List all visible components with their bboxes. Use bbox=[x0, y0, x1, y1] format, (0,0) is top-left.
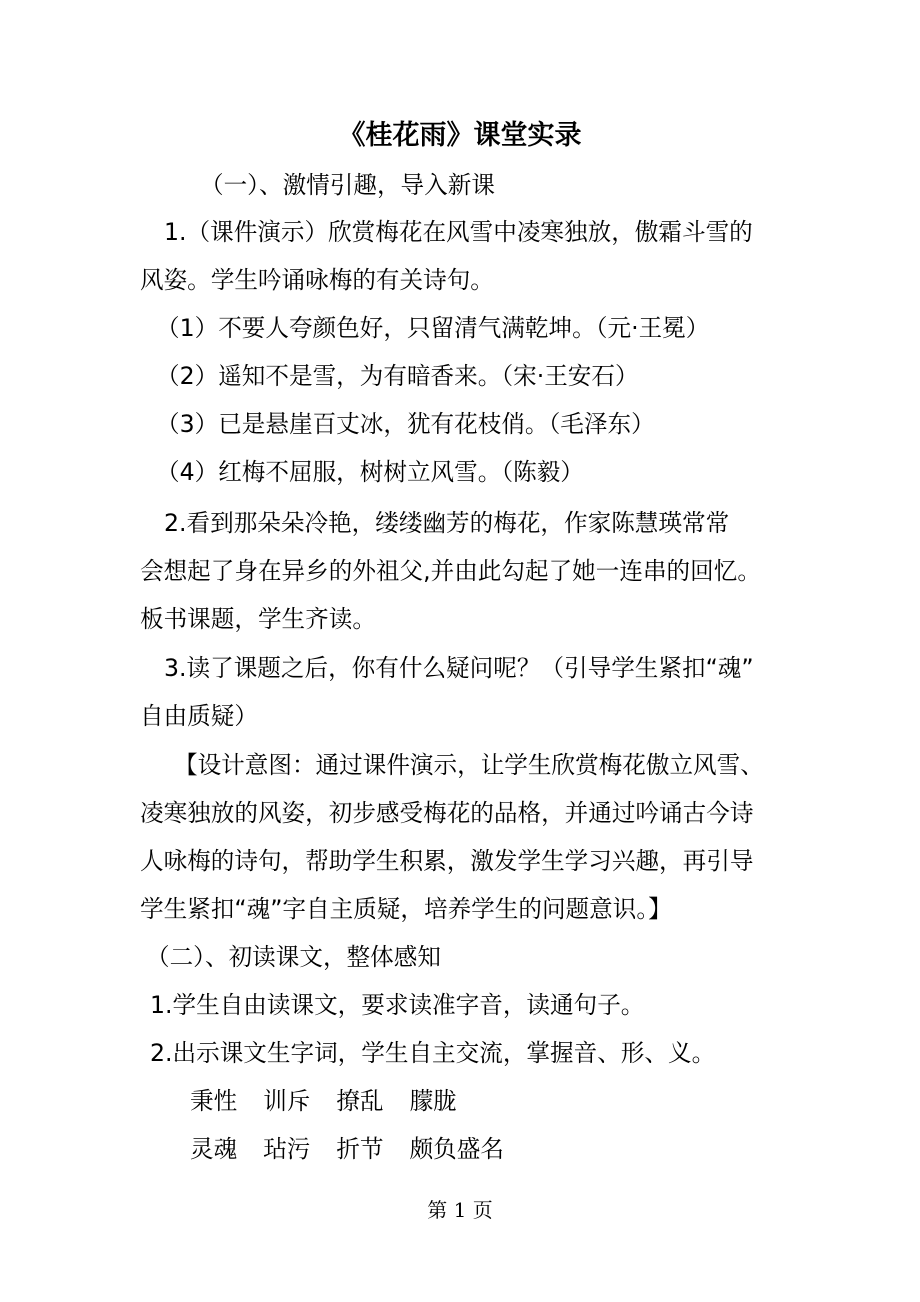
poem-line-4: （4）红梅不屈服，树树立风雪。（陈毅） bbox=[156, 458, 584, 486]
section-1-heading: （一）、激情引趣，导入新课 bbox=[200, 171, 495, 199]
vocab-word: 玷污 bbox=[263, 1135, 311, 1163]
document-title: 《桂花雨》课堂实录 bbox=[338, 120, 582, 151]
vocab-word: 撩乱 bbox=[336, 1087, 384, 1115]
paragraph-1-line-1: 1.（课件演示）欣赏梅花在风雪中凌寒独放，傲霜斗雪的 bbox=[164, 218, 753, 246]
vocab-row-1 bbox=[190, 1086, 483, 1116]
paragraph-2-line-2: 会想起了身在异乡的外祖父,并由此勾起了她一连串的回忆。 bbox=[140, 557, 761, 585]
paragraph-1-line-2: 风姿。学生吟诵咏梅的有关诗句。 bbox=[140, 266, 494, 294]
paragraph-2-line-1: 2.看到那朵朵冷艳，缕缕幽芳的梅花，作家陈慧瑛常常 bbox=[164, 509, 730, 537]
design-intent-line-3: 人咏梅的诗句，帮助学生积累，激发学生学习兴趣，再引导 bbox=[140, 847, 754, 875]
poem-line-2: （2）遥知不是雪，为有暗香来。（宋·王安石） bbox=[156, 362, 639, 390]
vocab-word: 秉性 bbox=[190, 1087, 238, 1115]
section-2-heading: （二）、初读课文，整体感知 bbox=[146, 943, 441, 971]
section-2-item-2: 2.出示课文生字词，学生自主交流，掌握音、形、义。 bbox=[150, 1039, 716, 1067]
section-2-item-1: 1.学生自由读课文，要求读准字音，读通句子。 bbox=[150, 991, 645, 1019]
vocab-word: 折节 bbox=[336, 1135, 384, 1163]
paragraph-3-line-2: 自由质疑） bbox=[140, 702, 258, 730]
design-intent-line-1: 【设计意图：通过课件演示，让学生欣赏梅花傲立风雪、 bbox=[174, 751, 764, 779]
design-intent-line-2: 凌寒独放的风姿，初步感受梅花的品格，并通过吟诵古今诗 bbox=[140, 799, 754, 827]
vocab-word: 灵魂 bbox=[190, 1135, 238, 1163]
poem-line-3: （3）已是悬崖百丈冰，犹有花枝俏。（毛泽东） bbox=[156, 410, 655, 438]
vocab-row-2 bbox=[190, 1134, 530, 1164]
design-intent-line-4: 学生紧扣“魂”字自主质疑，培养学生的问题意识。】 bbox=[140, 895, 672, 923]
page-number: 第 1 页 bbox=[427, 1198, 493, 1222]
vocab-word: 朦胧 bbox=[409, 1087, 457, 1115]
poem-line-1: （1）不要人夸颜色好，只留清气满乾坤。（元·王冕） bbox=[156, 314, 710, 342]
paragraph-3-line-1: 3.读了课题之后，你有什么疑问呢？（引导学生紧扣“魂” bbox=[164, 654, 754, 682]
vocab-word: 颇负盛名 bbox=[409, 1135, 504, 1163]
vocab-word: 训斥 bbox=[263, 1087, 311, 1115]
paragraph-2-line-3: 板书课题，学生齐读。 bbox=[140, 605, 376, 633]
